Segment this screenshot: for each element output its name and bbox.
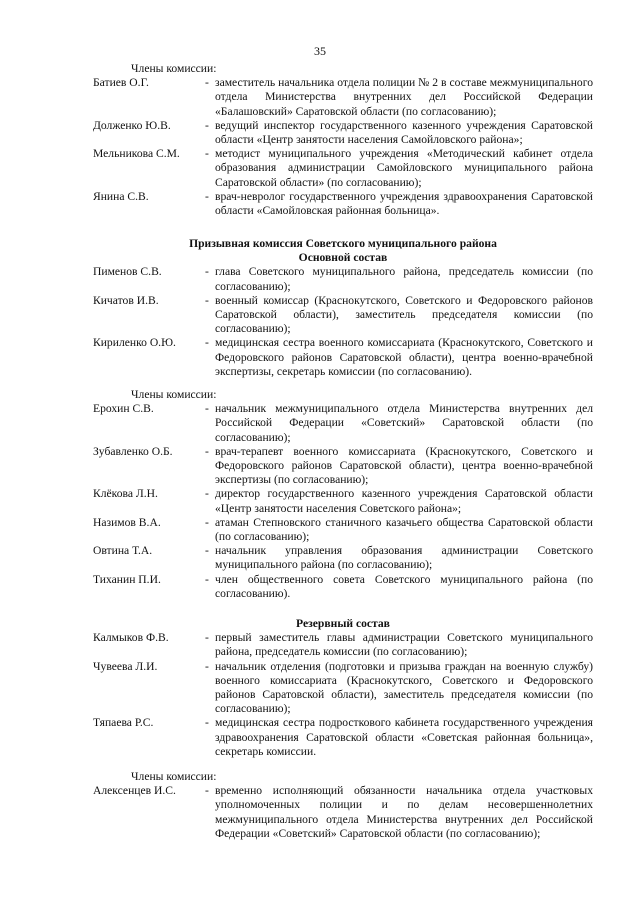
- member-name: Батиев О.Г.: [93, 76, 149, 90]
- section-1: [93, 237, 593, 379]
- member-description: [205, 336, 593, 379]
- member-description: [205, 660, 593, 717]
- member-entry: [93, 265, 593, 293]
- member-name: Калмыков Ф.В.: [93, 631, 169, 645]
- member-description-text: - начальник отделения (подготовки и призыва граждан на военную службу) военного комиссариата (Краснокутского, Советского и Федоровского районов Саратовской области), заместитель председателя комиссии (по согласованию);: [215, 659, 593, 716]
- member-name: Янина С.В.: [93, 189, 149, 203]
- member-description-text: - глава Советского муниципального района, председатель комиссии (по согласованию);: [215, 265, 593, 293]
- members-label: Члены комиссии:: [131, 770, 217, 783]
- member-description-text: - ведущий инспектор государственного казенного учреждения Саратовской области «Центр занятости населения Самойловского района»;: [215, 118, 593, 147]
- commission-title: Призывная комиссия Советского муниципального района: [189, 237, 497, 250]
- member-name: Клёкова Л.Н.: [93, 487, 158, 501]
- member-description-text: - директор государственного казенного учреждения Саратовской области «Центр занятости населения Советского района»;: [215, 487, 593, 515]
- member-description-text: - временно исполняющий обязанности начальника отдела участковых уполномоченных полиции и по делам несовершеннолетних межмуниципального отдела Министерства внутренних дел Российской Федерации «Советский» Саратовской области (по согласованию);: [215, 784, 593, 840]
- member-description-text: - врач-невролог государственного учреждения здравоохранения Саратовской области «Самойловская районная больница».: [215, 189, 593, 218]
- composition-subtitle: Резервный состав: [296, 617, 390, 630]
- member-entry: [93, 294, 593, 337]
- member-description-text: - первый заместитель главы администрации Советского муниципального района, председатель комиссии (по согласованию);: [215, 631, 593, 659]
- member-entry: [93, 784, 593, 841]
- member-entry: [93, 544, 593, 572]
- member-description: [205, 402, 593, 445]
- member-description: [205, 487, 593, 515]
- member-description-text: - медицинская сестра подросткового кабинета государственного учреждения здравоохранения Саратовской области «Советская районная больница», секретарь комиссии.: [215, 716, 593, 758]
- member-description: [205, 294, 593, 337]
- member-entry: [93, 516, 593, 544]
- member-entry: [93, 76, 593, 119]
- member-name: Алексенцев И.С.: [93, 784, 176, 798]
- member-description: [205, 265, 593, 293]
- member-description: [205, 631, 593, 659]
- member-name: Тяпаева Р.С.: [93, 716, 154, 730]
- member-description-text: - медицинская сестра военного комиссариата (Краснокутского, Советского и Федоровского районов Саратовской области), центра военно-врачебной экспертизы, секретарь комиссии (по согласованию).: [215, 336, 593, 378]
- section-3: [93, 617, 593, 759]
- member-description-text: - член общественного совета Советского муниципального района (по согласованию).: [215, 572, 593, 600]
- member-name: Назимов В.А.: [93, 515, 161, 529]
- member-name: Кириленко О.Ю.: [93, 336, 176, 350]
- member-description-text: - военный комиссар (Краснокутского, Советского и Федоровского районов Саратовской области), заместитель председателя комиссии (по согласованию);: [215, 293, 593, 336]
- member-name: Ерохин С.В.: [93, 402, 154, 416]
- member-description: [205, 573, 593, 601]
- section-4: [93, 770, 593, 841]
- member-entry: [93, 573, 593, 601]
- member-entry: [93, 631, 593, 659]
- member-entry: [93, 716, 593, 759]
- member-entry: [93, 660, 593, 717]
- page-number: 35: [314, 44, 326, 58]
- member-description: [205, 76, 593, 119]
- member-description-text: - врач-терапевт военного комиссариата (Краснокутского, Советского и Федоровского районов Саратовской области), центра военно-врачебной экспертизы (по согласованию);: [215, 444, 593, 487]
- member-description: [205, 544, 593, 572]
- member-description-text: - начальник управления образования администрации Советского муниципального района (по согласованию);: [215, 544, 593, 572]
- member-description: [205, 784, 593, 841]
- member-entry: [93, 119, 593, 147]
- member-description-text: - атаман Степновского станичного казачьего общества Саратовской области (по согласованию);: [215, 515, 593, 544]
- member-entry: [93, 445, 593, 488]
- member-entry: [93, 402, 593, 445]
- member-name: Пименов С.В.: [93, 265, 162, 279]
- members-label: Члены комиссии:: [131, 388, 217, 401]
- member-name: Овтина Т.А.: [93, 544, 153, 558]
- member-description: [205, 516, 593, 544]
- member-description: [205, 147, 593, 190]
- member-name: Зубавленко О.Б.: [93, 444, 173, 458]
- member-description: [205, 119, 593, 147]
- member-name: Мельникова С.М.: [93, 147, 180, 161]
- member-description-text: - методист муниципального учреждения «Методический кабинет отдела образования администрации Самойловского муниципального района Саратовской области» (по согласованию);: [215, 147, 593, 189]
- section-0: [93, 62, 593, 218]
- members-label: Члены комиссии:: [131, 62, 217, 75]
- member-description-text: - заместитель начальника отдела полиции № 2 в составе межмуниципального отдела Министерства внутренних дел Российской Федерации «Балашовский» Саратовской области (по согласованию);: [215, 76, 593, 118]
- member-name: Кичатов И.В.: [93, 293, 159, 307]
- section-2: [93, 388, 593, 601]
- member-entry: [93, 190, 593, 218]
- member-description: [205, 190, 593, 218]
- member-name: Долженко Ю.В.: [93, 118, 171, 132]
- composition-subtitle: Основной состав: [298, 251, 388, 265]
- member-description: [205, 716, 593, 759]
- member-entry: [93, 147, 593, 190]
- member-description-text: - начальник межмуниципального отдела Министерства внутренних дел Российской Федерации «Советский» Саратовской области (по согласованию);: [215, 402, 593, 444]
- member-name: Чувеева Л.И.: [93, 659, 158, 673]
- member-name: Тиханин П.И.: [93, 572, 161, 586]
- member-description: [205, 445, 593, 488]
- member-entry: [93, 336, 593, 379]
- member-entry: [93, 487, 593, 515]
